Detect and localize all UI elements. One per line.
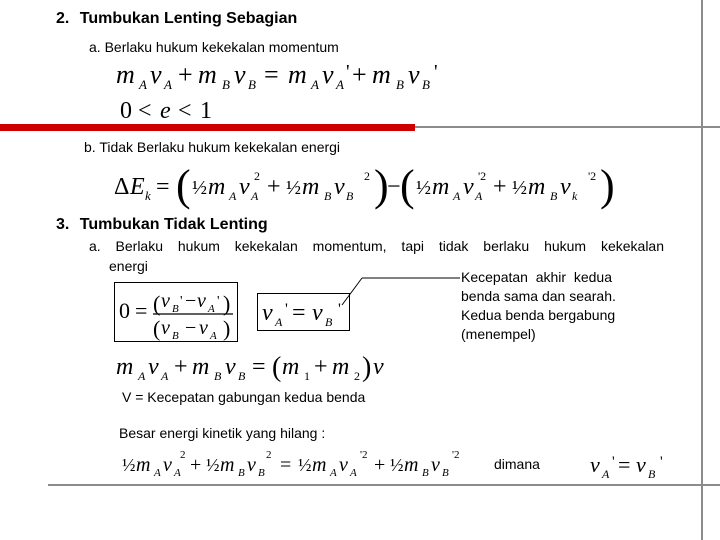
svg-text:+: +	[267, 174, 281, 200]
svg-text:B: B	[324, 189, 332, 203]
svg-text:k: k	[145, 188, 151, 203]
svg-text:E: E	[130, 174, 145, 200]
svg-text:A: A	[174, 467, 181, 479]
section3-title: Tumbukan Tidak Lenting	[79, 216, 268, 233]
svg-text:A: A	[602, 467, 610, 481]
vertical-rule	[701, 0, 703, 540]
svg-text:½: ½	[512, 177, 527, 199]
svg-text:+: +	[374, 454, 386, 476]
svg-text:+: +	[174, 354, 188, 380]
svg-text:B: B	[422, 77, 430, 92]
svg-text:−: −	[185, 317, 197, 339]
svg-text:v: v	[239, 174, 250, 200]
svg-text:': '	[217, 294, 220, 309]
svg-text:(: (	[272, 352, 282, 383]
section2-number: 2.	[56, 10, 70, 27]
equation-equal-box	[257, 293, 350, 331]
svg-text:=: =	[264, 60, 279, 89]
svg-text:m: m	[220, 454, 235, 476]
svg-text:v: v	[463, 174, 474, 200]
svg-text:½: ½	[416, 177, 431, 199]
svg-text:v: v	[225, 354, 236, 380]
svg-text:1: 1	[304, 369, 310, 383]
svg-text:A: A	[161, 369, 169, 383]
svg-text:+: +	[190, 454, 202, 476]
svg-text:−: −	[387, 174, 401, 200]
note-line: Kedua benda bergabung	[461, 307, 616, 323]
svg-text:2: 2	[364, 169, 370, 183]
svg-text:B: B	[648, 467, 656, 481]
red-divider	[0, 124, 415, 131]
section2-item-b: b. Tidak Berlaku hukum kekekalan energi	[84, 139, 341, 155]
svg-text:½: ½	[192, 177, 207, 199]
svg-text:v: v	[408, 60, 420, 89]
svg-text:m: m	[332, 354, 350, 380]
svg-text:m: m	[116, 354, 134, 380]
svg-text:+: +	[352, 60, 367, 89]
svg-text:A: A	[275, 315, 283, 329]
svg-text:B: B	[172, 330, 179, 341]
section3-number: 3.	[56, 216, 70, 233]
svg-text:v: v	[150, 60, 162, 89]
svg-text:A: A	[330, 467, 337, 479]
svg-text:m: m	[116, 60, 135, 89]
svg-text:): )	[362, 352, 372, 383]
svg-text:v: v	[590, 452, 600, 477]
svg-text:': '	[346, 61, 350, 83]
equation-ratio	[115, 283, 237, 341]
svg-text:v: v	[636, 452, 646, 477]
svg-text:A: A	[251, 189, 259, 203]
svg-text:'2: '2	[478, 169, 487, 183]
note-line: Kecepatan akhir kedua	[461, 269, 612, 285]
svg-text:A: A	[138, 369, 146, 383]
gray-divider-bottom	[48, 484, 720, 486]
equation-dimana	[588, 448, 673, 482]
svg-text:A: A	[139, 77, 147, 92]
svg-text:m: m	[136, 454, 151, 476]
svg-text:A: A	[208, 303, 215, 315]
svg-text:m: m	[288, 60, 307, 89]
svg-text:): )	[223, 291, 231, 316]
svg-text:m: m	[404, 454, 419, 476]
svg-text:m: m	[208, 174, 226, 200]
svg-text:B: B	[422, 467, 429, 479]
svg-text:): )	[223, 316, 231, 341]
svg-text:v: v	[262, 300, 273, 326]
svg-text:m: m	[198, 60, 217, 89]
svg-text:v: v	[247, 454, 256, 476]
svg-text:v: v	[197, 290, 206, 312]
svg-text:B: B	[258, 467, 265, 479]
svg-text:A: A	[336, 77, 344, 92]
svg-text:v: v	[161, 290, 170, 312]
equation-equal	[258, 294, 349, 330]
svg-text:2: 2	[266, 449, 272, 461]
section3-item-a-line2: energi	[109, 258, 148, 274]
note-line: benda sama dan searah.	[461, 288, 616, 304]
svg-text:m: m	[312, 454, 327, 476]
svg-text:m: m	[372, 60, 391, 89]
svg-text:2: 2	[354, 369, 360, 383]
energy-lost-label: Besar energi kinetik yang hilang :	[119, 425, 326, 441]
equation-momentum	[112, 56, 452, 94]
svg-text:v: v	[431, 454, 440, 476]
svg-text:+: +	[314, 354, 328, 380]
svg-text:=: =	[618, 452, 631, 477]
equation-ratio-box	[114, 282, 238, 342]
svg-text:': '	[660, 454, 663, 470]
section3-item-a-line1: a. Berlaku hukum kekekalan momentum, tapi tidak berlaku hukum kekekalan	[89, 238, 664, 254]
svg-text:½: ½	[122, 455, 136, 475]
svg-text:<: <	[138, 98, 152, 124]
svg-text:'2: '2	[588, 169, 597, 183]
svg-text:A: A	[350, 467, 357, 479]
svg-text:(: (	[153, 316, 161, 341]
svg-text:A: A	[164, 77, 172, 92]
svg-text:½: ½	[206, 455, 220, 475]
svg-text:m: m	[192, 354, 210, 380]
svg-text:A: A	[229, 189, 237, 203]
svg-text:Δ: Δ	[114, 174, 130, 200]
svg-text:2: 2	[180, 449, 186, 461]
svg-text:v: v	[234, 60, 246, 89]
svg-text:): )	[600, 162, 615, 210]
svg-text:': '	[338, 301, 341, 318]
dimana-label: dimana	[494, 456, 540, 472]
svg-text:': '	[612, 454, 615, 470]
svg-text:m: m	[432, 174, 450, 200]
svg-text:0: 0	[119, 298, 130, 323]
svg-text:<: <	[178, 98, 192, 124]
gray-divider-top	[415, 126, 720, 128]
svg-text:e: e	[160, 98, 171, 124]
svg-text:k: k	[572, 189, 578, 203]
svg-text:m: m	[528, 174, 546, 200]
svg-text:v: v	[322, 60, 334, 89]
svg-text:m: m	[282, 354, 300, 380]
svg-text:(: (	[400, 162, 415, 210]
svg-text:A: A	[311, 77, 319, 92]
equation-coefficient	[116, 94, 226, 124]
svg-text:m: m	[302, 174, 320, 200]
svg-text:'2: '2	[452, 449, 460, 461]
svg-text:B: B	[214, 369, 222, 383]
svg-text:(: (	[153, 291, 161, 316]
svg-text:B: B	[172, 303, 179, 315]
svg-text:B: B	[396, 77, 404, 92]
equation-combined	[112, 348, 392, 386]
svg-text:B: B	[238, 467, 245, 479]
callout-note	[461, 268, 641, 344]
callout-pointer	[340, 268, 462, 308]
svg-text:+: +	[178, 60, 193, 89]
section2-item-a: a. Berlaku hukum kekekalan momentum	[89, 39, 339, 55]
svg-text:B: B	[346, 189, 354, 203]
v-definition: V = Kecepatan gabungan kedua benda	[122, 389, 366, 405]
svg-text:−: −	[185, 290, 197, 312]
svg-text:2: 2	[254, 169, 260, 183]
svg-text:B: B	[550, 189, 558, 203]
svg-text:½: ½	[286, 177, 301, 199]
svg-text:': '	[434, 61, 438, 83]
svg-text:): )	[374, 162, 389, 210]
svg-text:A: A	[210, 330, 217, 341]
svg-text:1: 1	[200, 98, 212, 124]
svg-text:=: =	[156, 174, 170, 200]
section3-heading	[56, 216, 268, 234]
svg-text:A: A	[453, 189, 461, 203]
svg-text:v: v	[163, 454, 172, 476]
svg-text:B: B	[238, 369, 246, 383]
svg-text:v: v	[312, 300, 323, 326]
svg-text:v: v	[334, 174, 345, 200]
svg-text:': '	[285, 301, 288, 318]
svg-text:(: (	[176, 162, 191, 210]
svg-text:B: B	[325, 315, 333, 329]
note-line: (menempel)	[461, 326, 536, 342]
section2-heading	[56, 10, 297, 28]
svg-text:0: 0	[120, 98, 132, 124]
svg-text:v: v	[560, 174, 571, 200]
svg-text:=: =	[135, 298, 148, 323]
section2-title: Tumbukan Lenting Sebagian	[79, 10, 298, 27]
svg-text:=: =	[252, 354, 266, 380]
svg-text:=: =	[280, 454, 292, 476]
svg-text:B: B	[248, 77, 256, 92]
svg-text:A: A	[154, 467, 161, 479]
equation-energy-lost	[120, 445, 470, 481]
svg-text:v: v	[161, 317, 170, 339]
svg-text:v: v	[373, 354, 384, 380]
svg-text:½: ½	[298, 455, 312, 475]
svg-text:=: =	[292, 300, 306, 326]
svg-text:B: B	[222, 77, 230, 92]
svg-text:B: B	[442, 467, 449, 479]
svg-text:A: A	[475, 189, 483, 203]
svg-text:½: ½	[390, 455, 404, 475]
equation-energy	[112, 162, 622, 210]
svg-text:v: v	[148, 354, 159, 380]
svg-text:+: +	[493, 174, 507, 200]
svg-text:v: v	[339, 454, 348, 476]
svg-text:'2: '2	[360, 449, 368, 461]
svg-text:': '	[180, 294, 183, 309]
svg-text:v: v	[199, 317, 208, 339]
